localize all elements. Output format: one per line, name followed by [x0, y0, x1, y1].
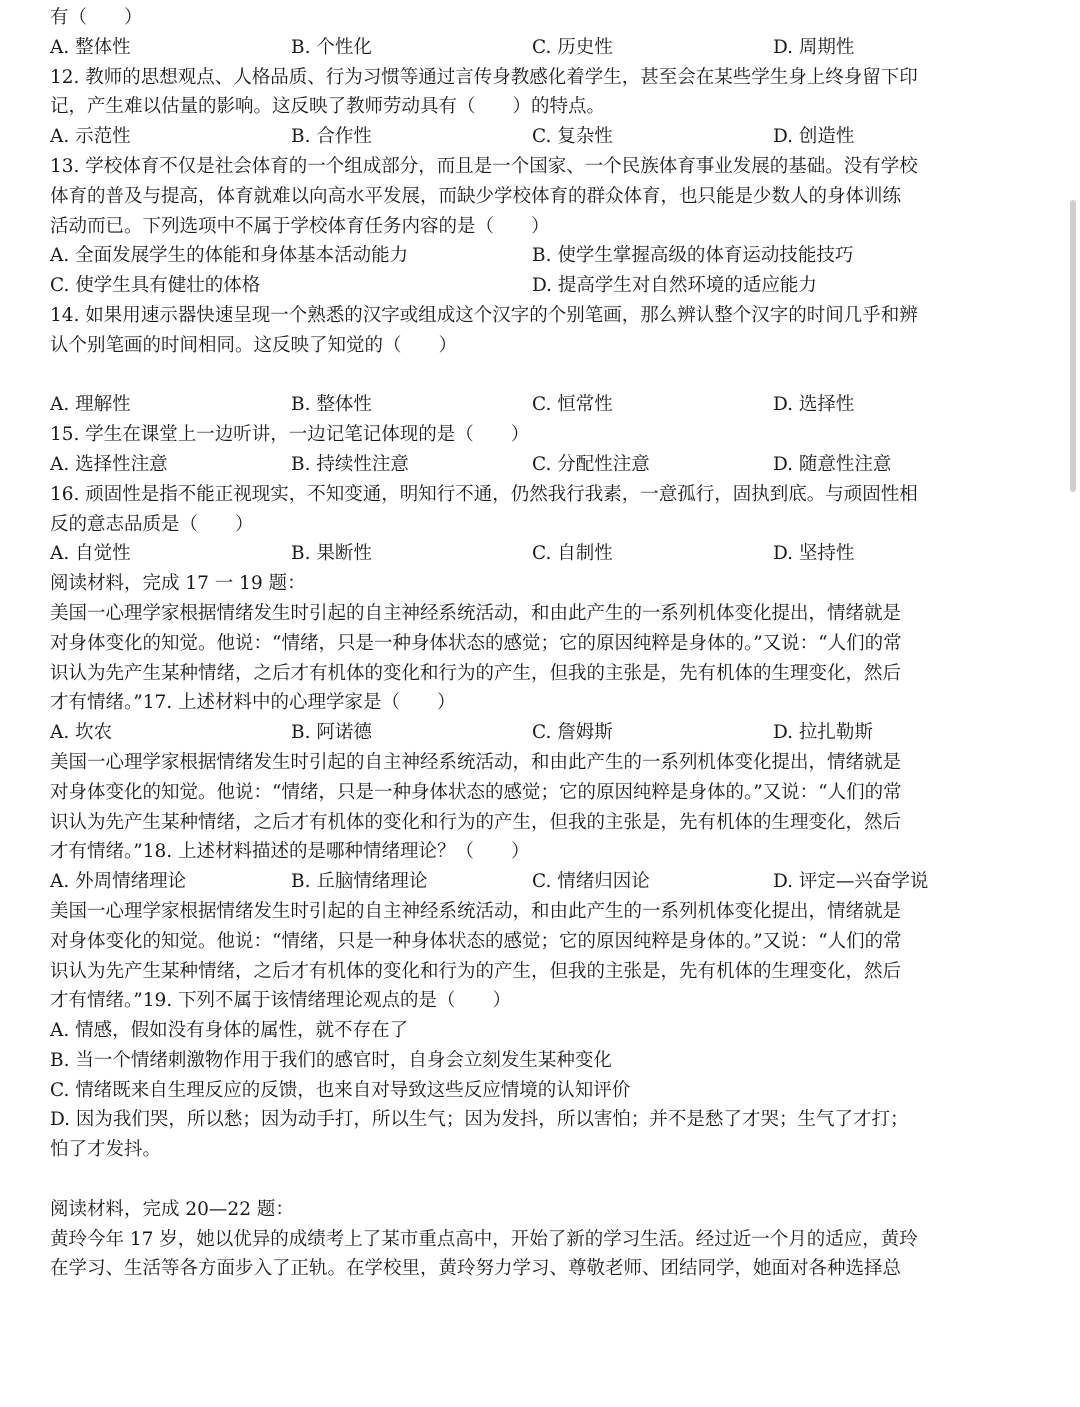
q12-stem-line-2: 记，产生难以估量的影响。这反映了教师劳动具有（ ）的特点。: [50, 96, 606, 118]
q14-option-d: D. 选择性: [773, 394, 855, 416]
q11-option-b: B. 个性化: [291, 36, 372, 58]
q14-option-c: C. 恒常性: [532, 394, 613, 416]
q18-option-d: D. 评定—兴奋学说: [773, 871, 929, 893]
q16-option-a: A. 自觉性: [50, 543, 131, 565]
q11-stem-end: 有（ ）: [50, 7, 143, 28]
q19-option-a: A. 情感，假如没有身体的属性，就不存在了: [50, 1020, 409, 1042]
q19-material-line-3: 识认为先产生某种情绪，之后才有机体的变化和行为的产生，但我的主张是，先有机体的生理变化，然后: [50, 960, 902, 982]
q16-stem-line-1: 16. 顽固性是指不能正视现实，不知变通，明知行不通，仍然我行我素，一意孤行，固执到底。与顽固性相: [50, 483, 918, 505]
q18-option-c: C. 情绪归因论: [532, 871, 650, 893]
q11-option-a: A. 整体性: [50, 36, 131, 58]
q13-stem-line-2: 体育的普及与提高，体育就难以向高水平发展，而缺少学校体育的群众体育，也只能是少数人的身体训练: [50, 185, 902, 207]
q17-option-c: C. 詹姆斯: [532, 722, 613, 744]
q17-stem-line: 才有情绪。”17. 上述材料中的心理学家是（ ）: [50, 692, 456, 714]
q19-material-line-1: 美国一心理学家根据情绪发生时引起的自主神经系统活动，和由此产生的一系列机体变化提出，情绪就是: [50, 900, 902, 922]
q13-option-c: C. 使学生具有健壮的体格: [50, 275, 261, 297]
q17-option-b: B. 阿诺德: [291, 722, 372, 744]
q18-option-a: A. 外周情绪理论: [50, 871, 187, 893]
q19-option-c: C. 情绪既来自生理反应的反馈，也来自对导致这些反应情境的认知评价: [50, 1079, 631, 1101]
q11-option-c: C. 历史性: [532, 36, 613, 58]
q12-option-b: B. 合作性: [291, 126, 372, 148]
blank-spacer: [50, 1165, 985, 1195]
blank-spacer: [50, 361, 985, 391]
q17-material-line-1: 美国一心理学家根据情绪发生时引起的自主神经系统活动，和由此产生的一系列机体变化提出，情绪就是: [50, 602, 902, 624]
q16-option-b: B. 果断性: [291, 543, 372, 565]
q17-options: [50, 718, 985, 748]
q13-options-row-2: [50, 271, 985, 301]
q13-stem-line-3: 活动而已。下列选项中不属于学校体育任务内容的是（ ）: [50, 215, 550, 237]
q13-options-row-1: [50, 241, 985, 271]
q17-option-d: D. 拉扎勒斯: [773, 722, 873, 744]
q18-material-line-1: 美国一心理学家根据情绪发生时引起的自主神经系统活动，和由此产生的一系列机体变化提出，情绪就是: [50, 751, 902, 773]
q12-options: [50, 122, 985, 152]
q14-stem-line-1: 14. 如果用速示器快速呈现一个熟悉的汉字或组成这个汉字的个别笔画，那么辨认整个汉字的时间几乎和辨: [50, 304, 918, 326]
q13-option-b: B. 使学生掌握高级的体育运动技能技巧: [532, 245, 854, 267]
q14-option-b: B. 整体性: [291, 394, 372, 416]
q18-option-b: B. 丘脑情绪理论: [291, 871, 428, 893]
q12-stem-line-1: 12. 教师的思想观点、人格品质、行为习惯等通过言传身教感化着学生，甚至会在某些学生身上终身留下印: [50, 66, 918, 88]
material-17-19-heading: 阅读材料，完成 17 一 19 题：: [50, 573, 306, 595]
q14-stem-line-2: 认个别笔画的时间相同。这反映了知觉的（ ）: [50, 334, 458, 356]
q12-option-a: A. 示范性: [50, 126, 131, 148]
q19-option-d: D. 因为我们哭，所以愁；因为动手打，所以生气；因为发抖，所以害怕；并不是愁了才哭；生气了才打；: [50, 1109, 909, 1131]
q18-options: [50, 867, 985, 897]
q11-options: [50, 33, 985, 63]
q15-stem-line-1: 15. 学生在课堂上一边听讲，一边记笔记体现的是（ ）: [50, 424, 530, 446]
q14-options: [50, 390, 985, 420]
q13-stem-line-1: 13. 学校体育不仅是社会体育的一个组成部分，而且是一个国家、一个民族体育事业发展的基础。没有学校: [50, 155, 918, 177]
q13-option-a: A. 全面发展学生的体能和身体基本活动能力: [50, 245, 409, 267]
q15-options: [50, 450, 985, 480]
scrollbar-track[interactable]: [1066, 0, 1080, 1407]
q15-option-d: D. 随意性注意: [773, 453, 892, 475]
q19-option-b: B. 当一个情绪刺激物作用于我们的感官时，自身会立刻发生某种变化: [50, 1049, 612, 1071]
q15-option-a: A. 选择性注意: [50, 453, 168, 475]
q19-stem-line: 才有情绪。”19. 下列不属于该情绪理论观点的是（ ）: [50, 990, 512, 1012]
q18-material-line-2: 对身体变化的知觉。他说：“情绪，只是一种身体状态的感觉；它的原因纯粹是身体的。”又说：“人们的常: [50, 781, 902, 803]
q11-option-d: D. 周期性: [773, 36, 855, 58]
q13-option-d: D. 提高学生对自然环境的适应能力: [532, 275, 817, 297]
q19-option-d-continued: 怕了才发抖。: [50, 1139, 162, 1161]
q15-option-c: C. 分配性注意: [532, 453, 650, 475]
q16-stem-line-2: 反的意志品质是（ ）: [50, 513, 254, 535]
exam-document: [50, 3, 985, 1284]
q15-option-b: B. 持续性注意: [291, 453, 409, 475]
material-20-22-line-2: 在学习、生活等各方面步入了正轨。在学校里，黄玲努力学习、尊敬老师、团结同学，她面对各种选择总: [50, 1258, 902, 1280]
q18-material-line-3: 识认为先产生某种情绪，之后才有机体的变化和行为的产生，但我的主张是，先有机体的生理变化，然后: [50, 811, 902, 833]
q14-option-a: A. 理解性: [50, 394, 131, 416]
q17-material-line-3: 识认为先产生某种情绪，之后才有机体的变化和行为的产生，但我的主张是，先有机体的生理变化，然后: [50, 662, 902, 684]
q19-material-line-2: 对身体变化的知觉。他说：“情绪，只是一种身体状态的感觉；它的原因纯粹是身体的。”又说：“人们的常: [50, 930, 902, 952]
scrollbar-thumb[interactable]: [1070, 200, 1076, 492]
q17-material-line-2: 对身体变化的知觉。他说：“情绪，只是一种身体状态的感觉；它的原因纯粹是身体的。”又说：“人们的常: [50, 632, 902, 654]
q17-option-a: A. 坎农: [50, 722, 113, 744]
material-20-22-heading: 阅读材料，完成 20—22 题：: [50, 1198, 294, 1220]
q18-stem-line: 才有情绪。”18. 上述材料描述的是哪种情绪理论？（ ）: [50, 841, 530, 863]
q16-options: [50, 539, 985, 569]
q12-option-d: D. 创造性: [773, 126, 855, 148]
material-20-22-line-1: 黄玲今年 17 岁，她以优异的成绩考上了某市重点高中，开始了新的学习生活。经过近一个月的适应，黄玲: [50, 1228, 918, 1250]
q12-option-c: C. 复杂性: [532, 126, 613, 148]
q16-option-d: D. 坚持性: [773, 543, 855, 565]
q16-option-c: C. 自制性: [532, 543, 613, 565]
